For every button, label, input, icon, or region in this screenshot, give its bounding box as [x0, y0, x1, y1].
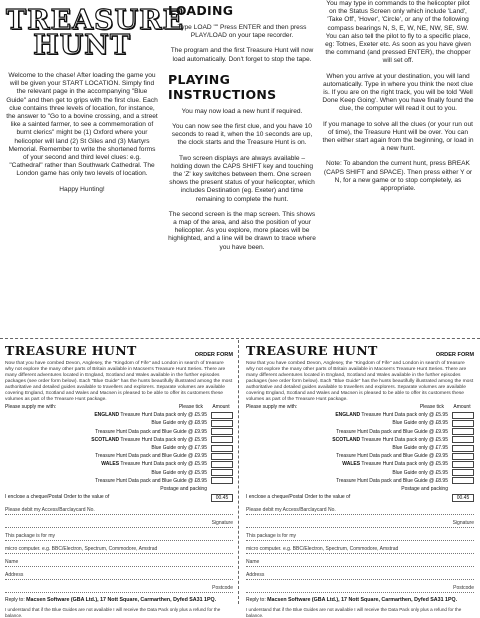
order-item-row [246, 477, 474, 485]
amount-box[interactable] [452, 469, 474, 476]
order-item-text: Treasure Hunt Data pack only @ £5.95 [361, 412, 448, 419]
amount-box[interactable] [452, 453, 474, 460]
order-item-row [246, 460, 474, 468]
order-form-title: TREASURE HUNT [246, 343, 378, 358]
reply-address-text: Macsen Software (GBA Ltd.), 17 Nott Square, Carmarthen, Dyfed SA31 1PQ. [26, 597, 217, 604]
amount-box[interactable] [452, 420, 474, 427]
playing-heading: PLAYING INSTRUCTIONS [168, 71, 277, 102]
amount-box[interactable] [452, 445, 474, 452]
order-item-row [246, 428, 474, 436]
amount-header: Amount [453, 404, 471, 410]
order-item-row [5, 436, 233, 444]
order-form-text: Now that you have combed Devon, Anglesey, the "Kingdom of Fife" and London in search of treasure why not explore the many other parts of Britain available in Macsen's Treasure Hunt Series. There are many different adventures located in England, Scotland and Wales available in the further episodes packages (see order form below). Each "Blue Guide" has the hunts beautifully illustrated among the most authoritative and detailed guides available to travellers and explorers. Separate volumes are available covering England, Scotland and Wales and Macsen is pleased to be able to offer its customers these volumes as part of the Treasure Hunt package. [5, 361, 233, 402]
refund-note: I understand that if the Blue Guides are not available I will receive the Data Pack only plus a refund for the balance. [5, 607, 221, 618]
order-item-row [5, 477, 233, 485]
amount-box[interactable] [452, 477, 474, 484]
computer-field[interactable]: This package is for my [246, 531, 474, 541]
order-item-text: Treasure Hunt Data pack and Blue Guide @ £8.95 [95, 477, 207, 484]
reply-label: Reply to: [246, 597, 266, 604]
reply-address-text: Macsen Software (GBA Ltd.), 17 Nott Square, Carmarthen, Dyfed SA31 1PQ. [267, 597, 458, 604]
order-item-row [246, 419, 474, 427]
order-item-region: ENGLAND [94, 412, 120, 419]
postcode-field[interactable]: Postcode [5, 583, 233, 593]
order-item-region: ENGLAND [335, 412, 361, 419]
refund-note: I understand that if the Blue Guides are not available I will receive the Data Pack only plus a refund for the balance. [246, 607, 462, 618]
order-item-row [5, 411, 233, 419]
cut-line-vertical [238, 340, 239, 604]
order-form-title: TREASURE HUNT [5, 343, 137, 358]
happy-hunting: Happy Hunting! [59, 185, 105, 193]
order-items [5, 411, 233, 485]
order-item-row [5, 469, 233, 477]
commands-text-2: When you arrive at your destination, you will land automatically. Type in where you think the next clue is. If you are on the right track, you will be told 'Well Done Keep Going'. When you have finally found the clue, the computer will read it out to you. [322, 72, 474, 113]
postage-label: Postage and packing [401, 486, 448, 493]
debit-field[interactable]: Please debit my Access/Barclaycard No. [246, 505, 474, 515]
order-item-region: WALES [342, 461, 361, 468]
order-item-text: Treasure Hunt Data pack only @ £5.95 [120, 461, 207, 468]
order-item-row [246, 452, 474, 460]
order-item-text: Treasure Hunt Data pack only @ £5.95 [120, 412, 207, 419]
amount-box[interactable] [211, 428, 233, 435]
order-item-row [246, 436, 474, 444]
postage-value: 00.45 [211, 494, 233, 502]
intro-text: Welcome to the chase! After loading the game you will be given your START LOCATION. Simply find the relevant page in the accompanying "Blue Guide" and then get to grips with the first clue. Each clue contains three levels of location, for instance, the answer to "Go to a bovine crossing, and a street like a sainted farmer, to see a commemoration of burnt clerics" might be (1) Oxford where your helicopter will land (2) St Giles and (3) Martyrs Memorial. Remember to write the shortened forms of your second and third level clues: e.g. "Cathedral" rather than Southwark Cathedral. The London game has only two levels of location. [6, 72, 158, 178]
micro-field[interactable]: micro computer. e.g. BBC/Electron, Spectrum, Commodore, Amstrad [5, 544, 233, 554]
loading-heading: LOADING [168, 3, 234, 18]
order-item-row [246, 444, 474, 452]
order-item-text: Blue Guide only @ £8.95 [392, 420, 448, 427]
order-item-text: Treasure Hunt Data pack only @ £5.95 [120, 436, 207, 443]
commands-text-4: Note: To abandon the current hunt, press BREAK (CAPS SHIFT and SPACE). Then press either Y or N, for a new game or to stop completely, as appropriate. [323, 160, 473, 193]
amount-box[interactable] [211, 477, 233, 484]
reply-address [5, 597, 233, 603]
instructions-column [168, 0, 316, 259]
amount-box[interactable] [211, 461, 233, 468]
order-item-region: SCOTLAND [91, 436, 120, 443]
signature-field[interactable]: Signature [5, 518, 233, 528]
supply-label: Please supply me with: [246, 404, 298, 410]
amount-box[interactable] [211, 453, 233, 460]
amount-box[interactable] [211, 420, 233, 427]
playing-text-1: You may now load a new hunt if required. [181, 107, 303, 115]
order-item-row [246, 469, 474, 477]
order-item-text: Treasure Hunt Data pack only @ £5.95 [361, 461, 448, 468]
commands-column [322, 0, 474, 200]
order-item-text: Blue Guide only @ £5.95 [151, 469, 207, 476]
order-item-text: Blue Guide only @ £8.95 [151, 420, 207, 427]
enclose-label: I enclose a cheque/Postal Order to the value of [5, 494, 110, 501]
order-item-row [5, 419, 233, 427]
intro-column [6, 0, 185, 201]
amount-box[interactable] [211, 469, 233, 476]
order-item-text: Blue Guide only @ £5.95 [392, 469, 448, 476]
debit-field[interactable]: Please debit my Access/Barclaycard No. [5, 505, 233, 515]
treasure-hunt-logo [6, 5, 185, 61]
amount-box[interactable] [211, 436, 233, 443]
cut-line [0, 338, 480, 339]
amount-box[interactable] [211, 412, 233, 419]
playing-text-3: Two screen displays are always available – holding down the CAPS SHIFT key and touching the 'Z' key switches between them. One screen shows the present status of your helicopter, which includes Destination (eg. Exeter) and time remaining to complete the hunt. [169, 154, 315, 203]
amount-box[interactable] [452, 428, 474, 435]
playing-text-2: You can now see the first clue, and you have 10 seconds to read it, when the 10 seconds are up, the clock starts and the Treasure Hunt is on. [171, 123, 313, 147]
logo-line-1: TREASURE [6, 5, 185, 36]
order-item-text: Blue Guide only @ £7.95 [151, 445, 207, 452]
order-item-text: Treasure Hunt Data pack only @ £5.95 [361, 436, 448, 443]
enclose-label: I enclose a cheque/Postal Order to the value of [246, 494, 351, 501]
amount-box[interactable] [452, 436, 474, 443]
order-item-row [5, 444, 233, 452]
order-form-left [5, 343, 233, 618]
address-field[interactable]: Address [5, 570, 233, 580]
order-item-row [246, 411, 474, 419]
logo-line-2: HUNT [33, 30, 131, 61]
computer-field[interactable]: This package is for my [5, 531, 233, 541]
order-item-text: Treasure Hunt Data pack and Blue Guide @ £8.95 [336, 477, 448, 484]
micro-field[interactable]: micro computer. e.g. BBC/Electron, Spectrum, Commodore, Amstrad [246, 544, 474, 554]
reply-address [246, 597, 474, 603]
order-item-text: Treasure Hunt Data pack and Blue Guide @ £9.95 [95, 453, 207, 460]
amount-box[interactable] [452, 461, 474, 468]
order-form-right [246, 343, 474, 618]
order-form-text: Now that you have combed Devon, Anglesey, the "Kingdom of Fife" and London in search of treasure why not explore the many other parts of Britain available in Macsen's Treasure Hunt Series. There are many different adventures located in England, Scotland and Wales available in the further episodes packages (see order form below). Each "Blue Guide" has the hunts beautifully illustrated among the most authoritative and detailed guides available to travellers and explorers. Separate volumes are available covering England, Scotland and Wales and Macsen is pleased to be able to offer its customers these volumes as part of the Treasure Hunt package. [246, 361, 474, 402]
order-item-row [5, 428, 233, 436]
commands-text-3: If you manage to solve all the clues (or your run out of time), the Treasure Hunt will be over. You can then either start again from the beginning, or load in a new hunt. [322, 120, 474, 153]
order-item-region: SCOTLAND [332, 436, 361, 443]
amount-header: Amount [212, 404, 230, 410]
order-item-row [5, 460, 233, 468]
playing-text-4: The second screen is the map screen. This shows a map of the area, and also the position of your helicopter. As you explore, more places will be highlighted, and a line will be drawn to trace where you have been. [168, 210, 316, 251]
order-item-region: WALES [101, 461, 120, 468]
amount-box[interactable] [211, 445, 233, 452]
order-item-text: Treasure Hunt Data pack and Blue Guide @ £9.95 [336, 428, 448, 435]
name-field[interactable]: Name [5, 557, 233, 567]
order-form-label: ORDER FORM [194, 352, 233, 358]
order-item-text: Treasure Hunt Data pack and Blue Guide @ £9.95 [336, 453, 448, 460]
order-item-text: Treasure Hunt Data pack and Blue Guide @ £9.95 [95, 428, 207, 435]
postcode-field[interactable]: Postcode [246, 583, 474, 593]
loading-text-1: Type LOAD "" Press ENTER and then press PLAY/LOAD on your tape recorder. [177, 24, 307, 40]
order-form-label: ORDER FORM [435, 352, 474, 358]
order-item-row [5, 452, 233, 460]
commands-text-1: You may type in commands to the helicopter pilot on the Status Screen only which include 'Land', 'Take Off', 'Hover', 'Circle', or any of the following compass bearings N, S, E, W, NE, NW, SE, SW. You can also tell the pilot to fly to a specific place, eg: Totnes, Exeter etc. As soon as you have given the command (and pressed ENTER), the chopper will set off. [325, 0, 471, 65]
order-item-text: Blue Guide only @ £7.95 [392, 445, 448, 452]
tick-header: Please tick [178, 404, 203, 410]
name-field[interactable]: Name [246, 557, 474, 567]
postage-label: Postage and packing [160, 486, 207, 493]
address-field[interactable]: Address [246, 570, 474, 580]
postage-value: 00.45 [452, 494, 474, 502]
amount-box[interactable] [452, 412, 474, 419]
reply-label: Reply to: [5, 597, 25, 604]
loading-text-2: The program and the first Treasure Hunt will now load automatically. Don't forget to stop the tape. [170, 47, 314, 63]
supply-label: Please supply me with: [5, 404, 57, 410]
order-items [246, 411, 474, 485]
tick-header: Please tick [419, 404, 444, 410]
signature-field[interactable]: Signature [246, 518, 474, 528]
